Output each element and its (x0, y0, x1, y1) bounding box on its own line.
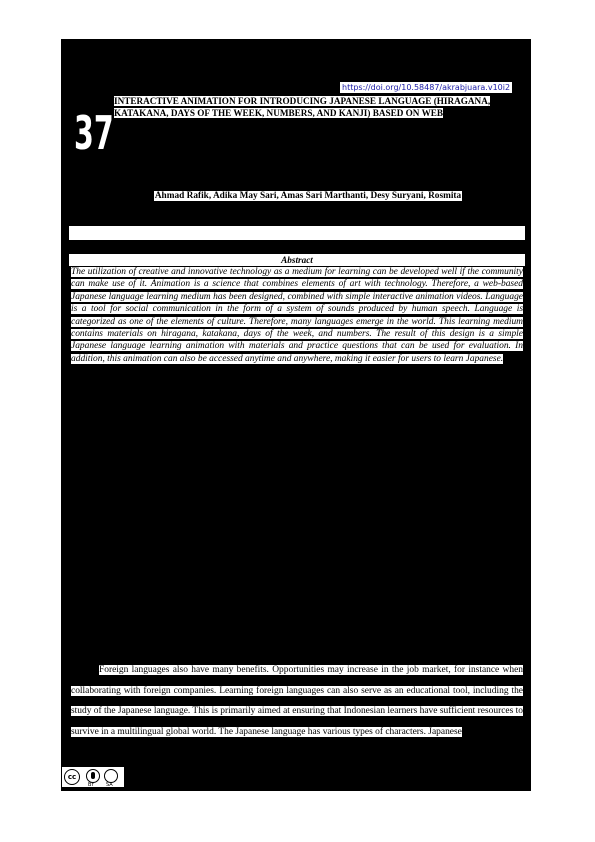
sa-label: SA (106, 782, 113, 788)
paper-title (114, 95, 528, 119)
affiliation-bar (69, 226, 525, 240)
share-alike-icon (104, 769, 118, 783)
license-badge[interactable] (61, 766, 125, 788)
authors (108, 185, 508, 203)
abstract-heading: Abstract (69, 254, 525, 266)
cc-icon: cc (64, 769, 80, 785)
abstract-text: The utilization of creative and innovative technology as a medium for learning can be developed well if the community can make use of it. Animation is a science that combines elements of art with technology. Therefore, a web-based Japanese language learning medium has been designed, combined with simple interactive animation videos. Language is a tool for social communication in the form of a system of sounds produced by human speech. Language is categorized as one of the elements of culture. Therefore, many languages emerge in the world. This learning medium contains materials on hiragana, katakana, days of the week, and numbers. The result of this design is a simple Japanese language learning animation with materials and practice questions that can be used for evaluation. In addition, this animation can also be accessed anytime and anywhere, making it easier for users to learn Japanese. (71, 267, 523, 364)
doi-link[interactable]: https://doi.org/10.58487/akrabjuara.v10i2 (342, 83, 511, 92)
by-label: BY (88, 782, 95, 788)
attribution-icon (86, 769, 100, 783)
abstract-body (71, 266, 523, 365)
authors-text: Ahmad Rafik, Adika May Sari, Amas Sari Marthanti, Desy Suryani, Rosmita (154, 191, 462, 201)
body-paragraph-text: Foreign languages also have many benefits. Opportunities may increase in the job market, for instance when collaborating with foreign companies. Learning foreign languages can also serve as an educational tool, including the study of the Japanese language. This is primarily aimed at ensuring that Indonesian learners have sufficient resources to survive in a multilingual global world. The Japanese language has various types of characters. Japanese (71, 665, 523, 737)
body-paragraph (71, 660, 523, 742)
doi-link-box[interactable] (340, 82, 512, 93)
paper-title-text: INTERACTIVE ANIMATION FOR INTRODUCING JAPANESE LANGUAGE (HIRAGANA, KATAKANA, DAYS OF THE WEEK, NUMBERS, AND KANJI) BASED ON WEB (114, 96, 491, 119)
chapter-number: 37 (74, 106, 114, 160)
